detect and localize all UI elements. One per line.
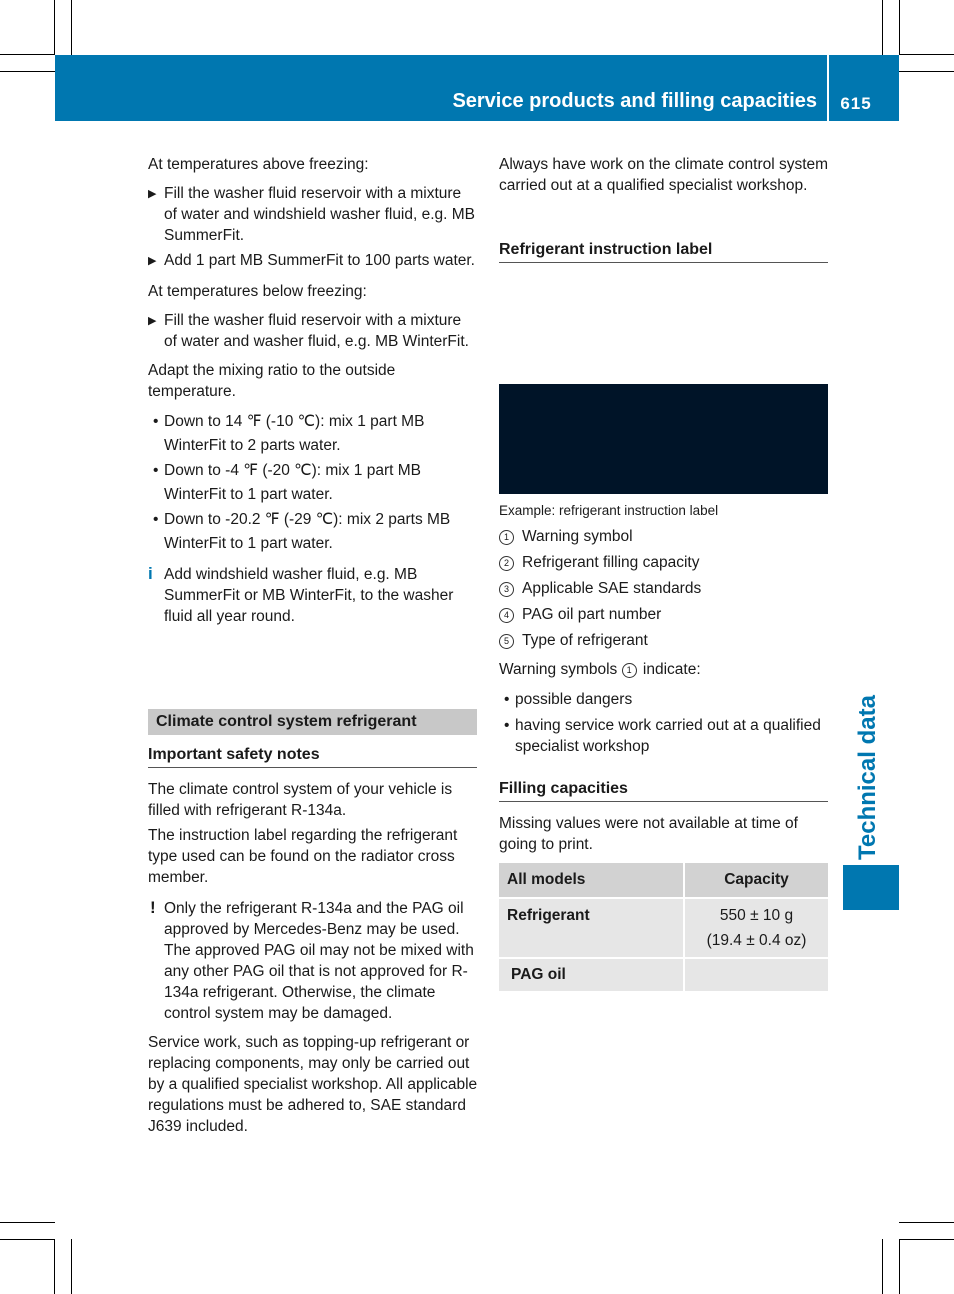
instruction-step: [148, 250, 478, 271]
list-item: [148, 410, 478, 458]
capacity-value: 550 ± 10 g: [719, 907, 794, 924]
table-header-cell: All models: [499, 863, 684, 898]
legend-item: [499, 602, 829, 628]
step-text: Fill the washer fluid reservoir with a mixture of water and windshield washer fluid, e.g. MB SummerFit.: [164, 185, 476, 244]
bullet-dot-icon: •: [504, 691, 510, 708]
chapter-tab: [843, 865, 899, 910]
capacity-table: [499, 863, 828, 993]
instruction-step: [148, 310, 478, 352]
table-cell-value: [684, 958, 828, 992]
crop-mark: [0, 54, 55, 55]
ratio-text: Down to 14 ℉ (-10 ℃): mix 1 part MB WinterFit to 2 parts water.: [164, 413, 425, 454]
point-text: possible dangers: [515, 691, 633, 708]
list-item: [148, 508, 478, 556]
crop-mark: [899, 0, 900, 55]
section-title: Climate control system refrigerant: [148, 709, 477, 735]
crop-mark: [71, 1239, 72, 1294]
page-number: 615: [840, 94, 872, 113]
bullet-dot-icon: •: [153, 413, 159, 430]
crop-mark: [899, 54, 954, 55]
crop-mark: [882, 0, 883, 55]
point-text: having service work carried out at a qualified specialist workshop: [515, 717, 821, 755]
crop-mark: [899, 1239, 900, 1294]
crop-mark: [899, 71, 954, 72]
legend-item: [499, 628, 829, 654]
crop-mark: [899, 1239, 954, 1240]
capacity-value-oz: (19.4 ± 0.4 oz): [706, 932, 807, 949]
table-row: [499, 898, 828, 958]
below-freezing-text: At temperatures below freezing:: [148, 283, 367, 300]
legend-item: [499, 550, 829, 576]
list-item: [499, 715, 829, 757]
triangle-bullet-icon: ▶: [148, 315, 157, 327]
legend-text: PAG oil part number: [522, 606, 662, 623]
circled-number-icon: 4: [499, 608, 514, 623]
info-icon: i: [148, 564, 153, 583]
table-header-cell: Capacity: [684, 863, 828, 898]
instruction-step: [148, 183, 478, 246]
warning-note: [148, 898, 478, 1024]
image-caption: Example: refrigerant instruction label: [499, 503, 719, 518]
list-item: [499, 689, 829, 710]
crop-mark: [0, 71, 55, 72]
filling-heading: Filling capacities: [499, 780, 828, 802]
paragraph: The climate control system of your vehicle is filled with refrigerant R-134a.: [148, 781, 453, 819]
crop-mark: [0, 1239, 55, 1240]
warning-text: Only the refrigerant R-134a and the PAG oil approved by Mercedes-Benz may be used. The approved PAG oil may not be mixed with any other PAG oil that is not approved for R-134a refrigerant. Otherwise, the climate control system may be damaged.: [164, 900, 474, 1022]
step-text: Add 1 part MB SummerFit to 100 parts water.: [164, 252, 475, 269]
label-heading: Refrigerant instruction label: [499, 241, 828, 263]
triangle-bullet-icon: ▶: [148, 255, 157, 267]
legend-list: [499, 524, 829, 654]
crop-mark: [899, 1222, 954, 1223]
circled-number-icon: 2: [499, 556, 514, 571]
bullet-dot-icon: •: [153, 462, 159, 479]
legend-text: Refrigerant filling capacity: [522, 554, 700, 571]
crop-mark: [54, 1239, 55, 1294]
warning-symbols-section: [499, 659, 829, 757]
crop-mark: [0, 1222, 55, 1223]
table-header-row: [499, 863, 828, 898]
legend-text: Warning symbol: [522, 528, 633, 545]
safety-heading: Important safety notes: [148, 746, 477, 768]
legend-item: [499, 576, 829, 602]
crop-mark: [882, 1239, 883, 1294]
info-text: Add windshield washer fluid, e.g. MB SummerFit or MB WinterFit, to the washer fluid all year round.: [164, 566, 454, 625]
intro-text: Always have work on the climate control system carried out at a qualified specialist workshop.: [499, 156, 829, 194]
circled-number-icon: 1: [622, 663, 637, 678]
list-item: [148, 459, 478, 507]
refrigerant-label-image: [499, 384, 828, 494]
table-cell-label: [499, 958, 684, 992]
paragraph: Service work, such as topping-up refrigerant or replacing components, may only be carried out by a qualified specialist workshop. All applicable regulations must be adhered to, SAE standard J639 included.: [148, 1034, 478, 1135]
above-freezing-text: At temperatures above freezing:: [148, 156, 369, 173]
page-title: Service products and filling capacities: [452, 90, 817, 112]
crop-mark: [71, 0, 72, 55]
warning-symbols-text: [499, 659, 829, 680]
warning-icon: !: [150, 898, 156, 917]
adapt-text: Adapt the mixing ratio to the outside temperature.: [148, 362, 396, 400]
ratio-text: Down to -20.2 ℉ (-29 ℃): mix 2 parts MB WinterFit to 1 part water.: [164, 511, 451, 552]
bullet-dot-icon: •: [153, 511, 159, 528]
paragraph: The instruction label regarding the refrigerant type used can be found on the radiator cross member.: [148, 827, 458, 886]
circled-number-icon: 5: [499, 634, 514, 649]
info-note: [148, 564, 478, 627]
missing-note: [499, 813, 829, 855]
text-fragment: indicate:: [642, 661, 701, 678]
safety-section: [148, 779, 478, 1137]
circled-number-icon: 3: [499, 582, 514, 597]
bullet-dot-icon: •: [504, 717, 510, 734]
step-text: Fill the washer fluid reservoir with a mixture of water and washer fluid, e.g. MB WinterFit.: [164, 312, 469, 350]
missing-note-text: Missing values were not available at time of going to print.: [499, 815, 798, 853]
text-fragment: Warning symbols: [499, 661, 618, 678]
legend-text: Applicable SAE standards: [522, 580, 702, 597]
circled-number-icon: 1: [499, 530, 514, 545]
table-cell-value: [684, 898, 828, 958]
row-label: Refrigerant: [507, 907, 590, 924]
chapter-label: Technical data: [854, 695, 881, 860]
right-intro: [499, 154, 829, 196]
legend-item: [499, 524, 829, 550]
table-row: [499, 958, 828, 992]
ratio-text: Down to -4 ℉ (-20 ℃): mix 1 part MB WinterFit to 1 part water.: [164, 462, 421, 503]
table-cell-label: [499, 898, 684, 958]
row-label: PAG oil: [511, 966, 566, 983]
left-column: [148, 154, 478, 627]
crop-mark: [54, 0, 55, 55]
legend-text: Type of refrigerant: [522, 632, 648, 649]
triangle-bullet-icon: ▶: [148, 188, 157, 200]
